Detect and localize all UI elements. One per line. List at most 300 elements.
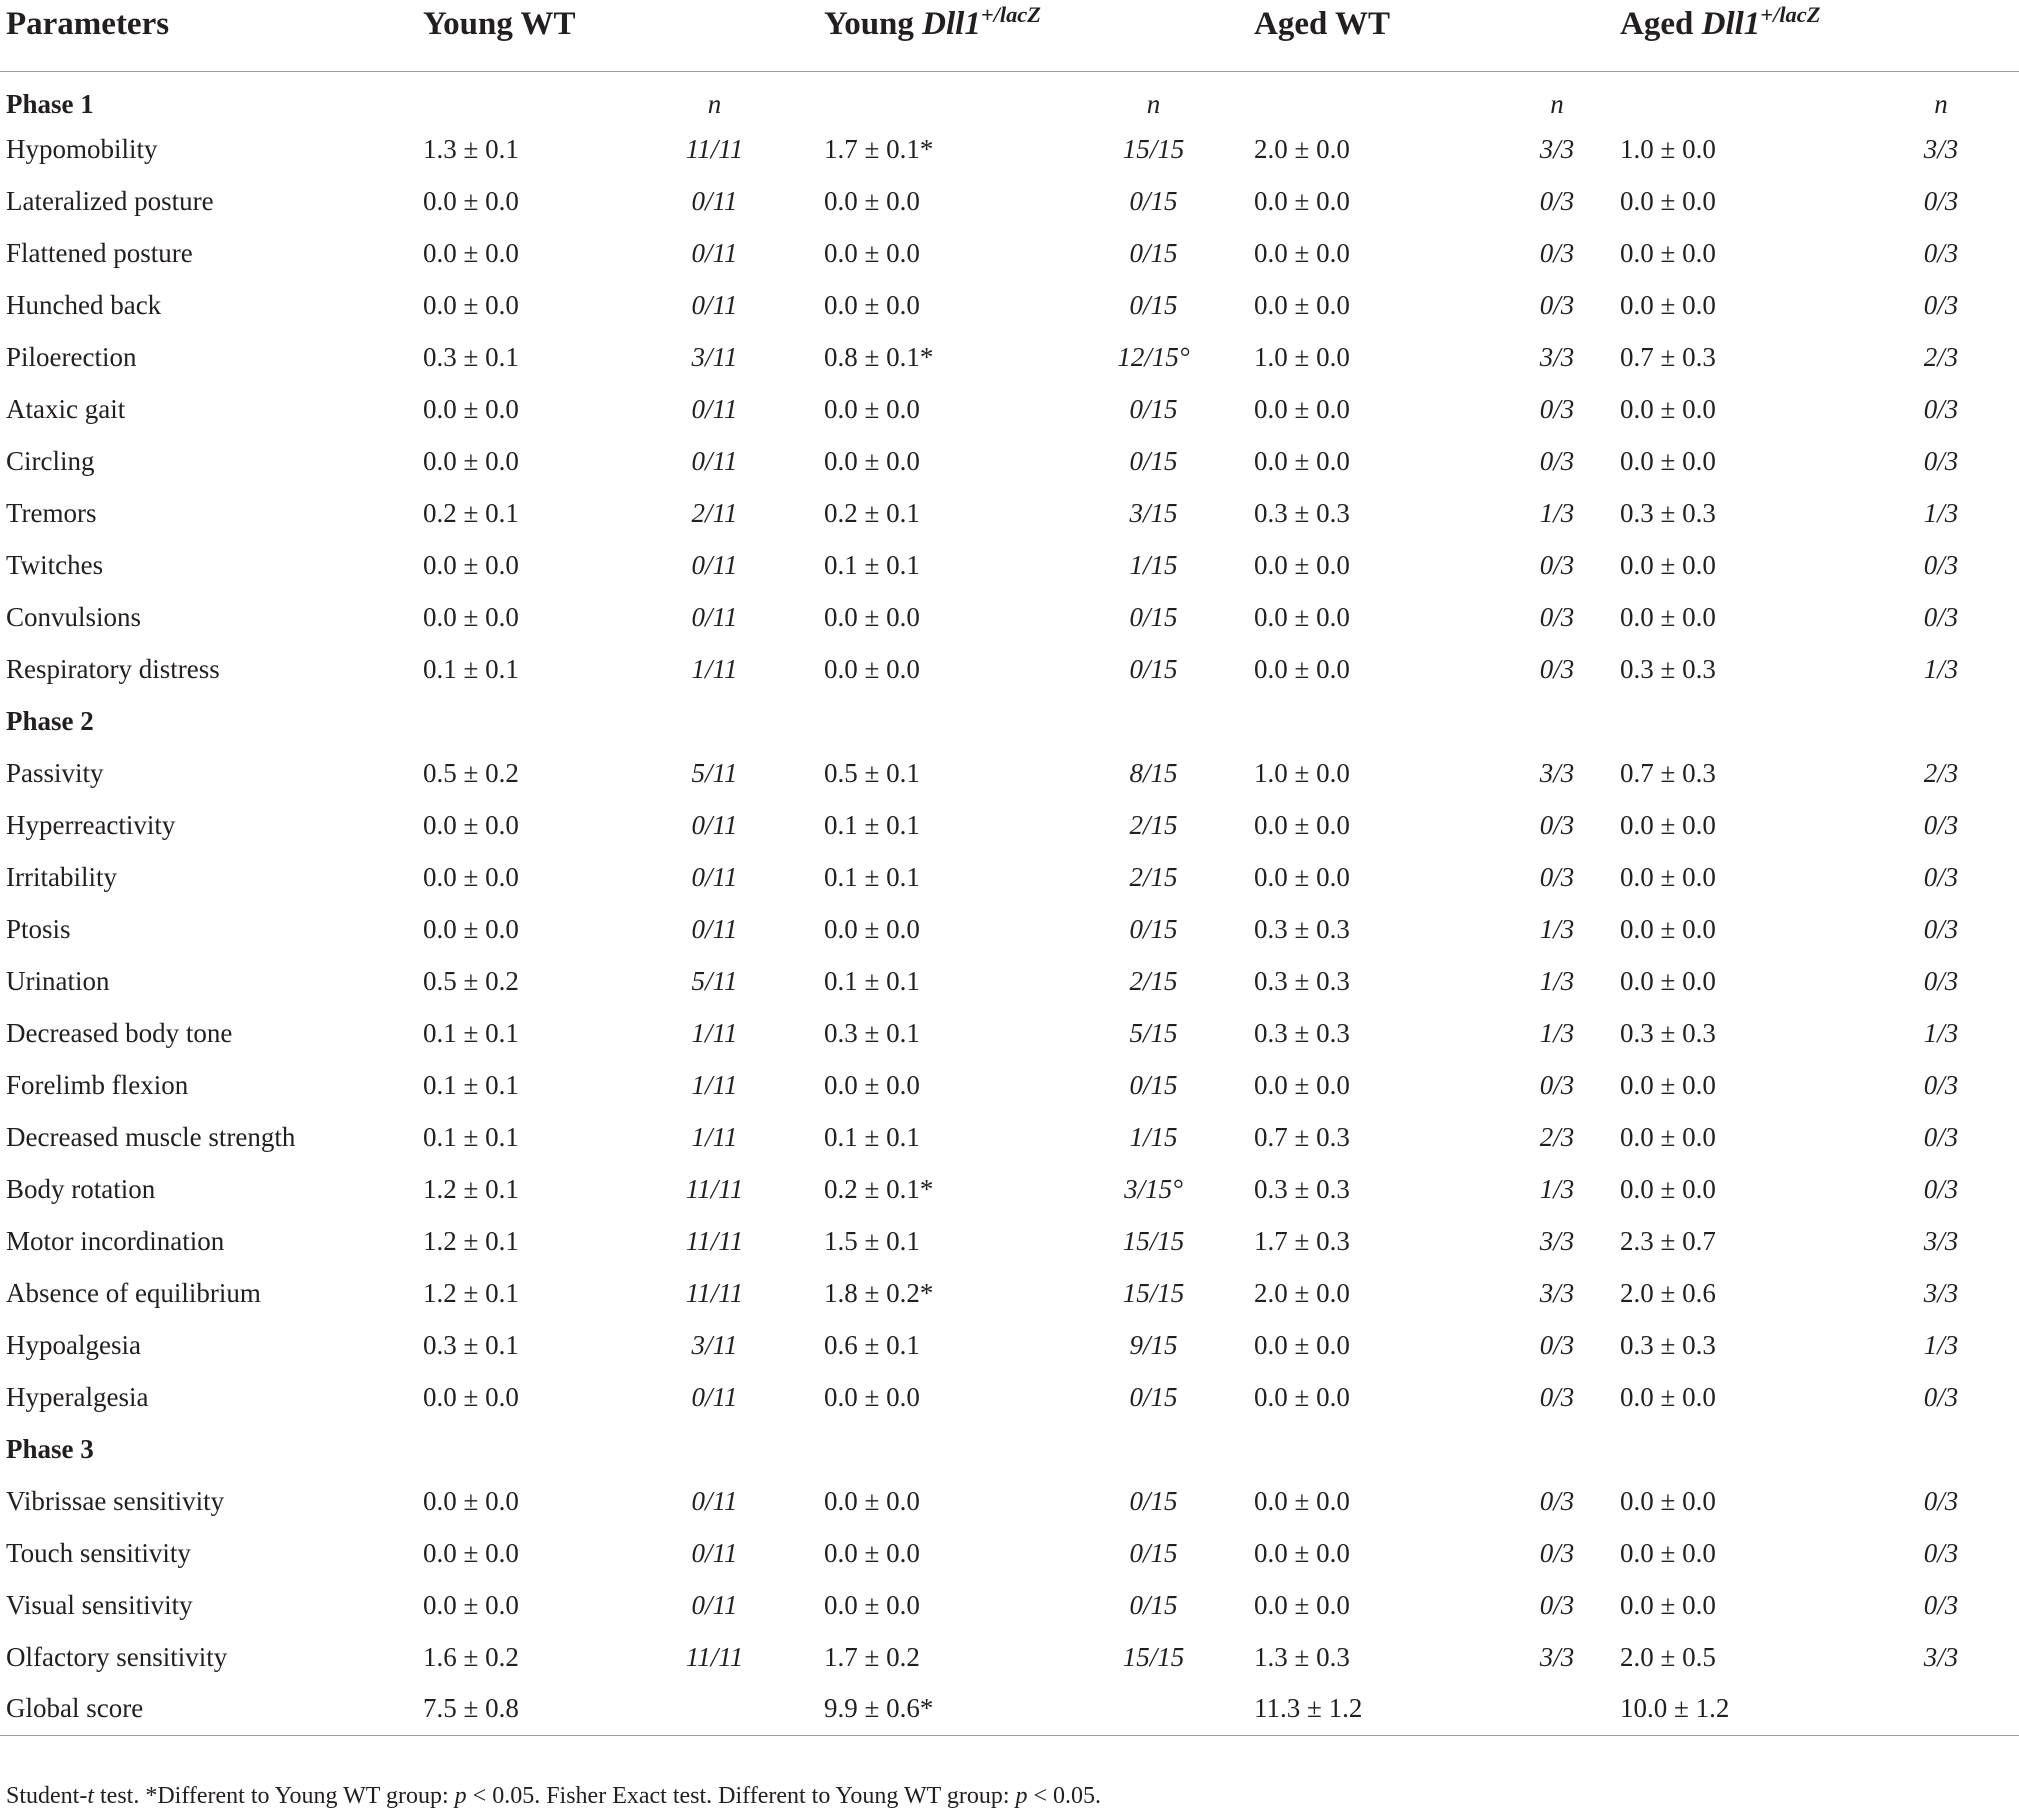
parameter-name: Ataxic gait xyxy=(6,393,126,424)
empty-cell xyxy=(420,1423,616,1475)
aged-mutant-value: 0.0 ± 0.0 xyxy=(1620,601,1716,632)
aged-wt-n: 0/3 xyxy=(1539,1537,1575,1568)
aged-wt-n: 0/3 xyxy=(1539,185,1575,216)
n-column-label: n xyxy=(1146,88,1161,119)
aged-mutant-value: 0.0 ± 0.0 xyxy=(1620,1381,1716,1412)
aged-wt-value: 1.3 ± 0.3 xyxy=(1254,1641,1350,1672)
young-wt-value: 0.0 ± 0.0 xyxy=(423,809,519,840)
aged-wt-value: 0.0 ± 0.0 xyxy=(1254,1485,1350,1516)
aged-mutant-n: 3/3 xyxy=(1923,1277,1959,1308)
aged-wt-value: 0.7 ± 0.3 xyxy=(1254,1121,1350,1152)
aged-wt-n: 3/3 xyxy=(1539,341,1575,372)
young-wt-value: 0.5 ± 0.2 xyxy=(423,965,519,996)
table-row xyxy=(0,1215,2019,1267)
header-aged-prefix: Aged xyxy=(1620,6,1702,42)
young-wt-value: 0.0 ± 0.0 xyxy=(423,1589,519,1620)
aged-wt-n: 0/3 xyxy=(1539,1069,1575,1100)
aged-wt-value: 2.0 ± 0.0 xyxy=(1254,133,1350,164)
young-wt-value: 0.0 ± 0.0 xyxy=(423,237,519,268)
aged-wt-value: 0.0 ± 0.0 xyxy=(1254,1589,1350,1620)
aged-wt-n: 0/3 xyxy=(1539,445,1575,476)
young-wt-value: 0.3 ± 0.1 xyxy=(423,341,519,372)
table-row xyxy=(0,331,2019,383)
aged-mutant-value: 0.3 ± 0.3 xyxy=(1620,653,1716,684)
genotype-superscript: +/lacZ xyxy=(1760,1,1821,27)
aged-wt-n: 0/3 xyxy=(1539,1329,1575,1360)
young-mutant-n: 0/15 xyxy=(1129,601,1178,632)
empty-cell xyxy=(1251,695,1497,747)
young-mutant-n: 1/15 xyxy=(1129,549,1178,580)
aged-wt-value: 0.0 ± 0.0 xyxy=(1254,185,1350,216)
young-mutant-value: 0.0 ± 0.0 xyxy=(824,1485,920,1516)
young-wt-n: 0/11 xyxy=(691,861,738,892)
parameter-name: Absence of equilibrium xyxy=(6,1277,261,1308)
empty-cell xyxy=(420,695,616,747)
parameter-name: Hyperalgesia xyxy=(6,1381,149,1412)
parameter-name: Visual sensitivity xyxy=(6,1589,193,1620)
table-row xyxy=(0,279,2019,331)
young-wt-value: 0.0 ± 0.0 xyxy=(423,289,519,320)
aged-wt-n: 0/3 xyxy=(1539,289,1575,320)
young-wt-n: 5/11 xyxy=(691,965,738,996)
young-wt-n: 3/11 xyxy=(691,341,738,372)
young-mutant-n: 15/15 xyxy=(1122,1225,1185,1256)
young-wt-n: 0/11 xyxy=(691,393,738,424)
young-wt-value: 1.2 ± 0.1 xyxy=(423,1225,519,1256)
n-column-label: n xyxy=(707,88,722,119)
parameter-name: Respiratory distress xyxy=(6,653,220,684)
table-row xyxy=(0,175,2019,227)
table-row xyxy=(0,123,2019,175)
phase-header-row xyxy=(0,695,2019,747)
aged-wt-value: 0.0 ± 0.0 xyxy=(1254,809,1350,840)
young-mutant-value: 0.0 ± 0.0 xyxy=(824,913,920,944)
table-row xyxy=(0,1059,2019,1111)
aged-mutant-value: 2.3 ± 0.7 xyxy=(1620,1225,1716,1256)
aged-wt-n: 0/3 xyxy=(1539,601,1575,632)
table-row xyxy=(0,851,2019,903)
parameter-name: Passivity xyxy=(6,757,104,788)
table-row xyxy=(0,1111,2019,1163)
aged-mutant-value: 0.3 ± 0.3 xyxy=(1620,1017,1716,1048)
young-mutant-value: 0.0 ± 0.0 xyxy=(824,289,920,320)
aged-wt-value: 0.3 ± 0.3 xyxy=(1254,965,1350,996)
aged-mutant-value: 0.0 ± 0.0 xyxy=(1620,1485,1716,1516)
young-wt-value: 0.0 ± 0.0 xyxy=(423,913,519,944)
aged-mutant-n: 0/3 xyxy=(1923,393,1959,424)
table-row xyxy=(0,1579,2019,1631)
gene-name: Dll1 xyxy=(922,6,981,42)
young-mutant-n: 0/15 xyxy=(1129,185,1178,216)
aged-mutant-n: 0/3 xyxy=(1923,1173,1959,1204)
young-wt-value: 0.1 ± 0.1 xyxy=(423,653,519,684)
aged-wt-value: 0.0 ± 0.0 xyxy=(1254,393,1350,424)
young-wt-n xyxy=(616,1683,813,1735)
young-wt-n: 0/11 xyxy=(691,1537,738,1568)
young-mutant-n: 0/15 xyxy=(1129,237,1178,268)
table-row xyxy=(0,383,2019,435)
aged-mutant-value: 0.0 ± 0.0 xyxy=(1620,809,1716,840)
table-row xyxy=(0,591,2019,643)
young-wt-value: 0.0 ± 0.0 xyxy=(423,185,519,216)
young-wt-value: 0.0 ± 0.0 xyxy=(423,549,519,580)
aged-wt-value: 1.0 ± 0.0 xyxy=(1254,757,1350,788)
footnote-text: < 0.05. xyxy=(1027,1783,1102,1809)
footnote-text: Student- xyxy=(6,1783,88,1809)
young-mutant-value: 0.0 ± 0.0 xyxy=(824,1589,920,1620)
table-row xyxy=(0,1475,2019,1527)
header-row xyxy=(0,0,2019,71)
aged-mutant-value: 0.7 ± 0.3 xyxy=(1620,757,1716,788)
empty-cell xyxy=(1863,1423,2019,1475)
young-wt-n: 1/11 xyxy=(691,1069,738,1100)
young-wt-n: 0/11 xyxy=(691,237,738,268)
empty-cell xyxy=(1617,1423,1863,1475)
aged-mutant-value: 2.0 ± 0.6 xyxy=(1620,1277,1716,1308)
young-mutant-value: 0.0 ± 0.0 xyxy=(824,445,920,476)
aged-wt-value: 0.0 ± 0.0 xyxy=(1254,445,1350,476)
young-wt-n: 0/11 xyxy=(691,1381,738,1412)
aged-mutant-n: 0/3 xyxy=(1923,601,1959,632)
n-column-label: n xyxy=(1934,88,1948,119)
table-row xyxy=(0,539,2019,591)
young-mutant-value: 0.0 ± 0.0 xyxy=(824,1537,920,1568)
young-mutant-n: 2/15 xyxy=(1129,861,1178,892)
aged-wt-n: 0/3 xyxy=(1539,237,1575,268)
young-wt-value: 0.1 ± 0.1 xyxy=(423,1017,519,1048)
young-wt-n: 1/11 xyxy=(691,653,738,684)
young-mutant-value: 0.0 ± 0.0 xyxy=(824,237,920,268)
aged-mutant-value: 0.0 ± 0.0 xyxy=(1620,1069,1716,1100)
aged-wt-value: 1.0 ± 0.0 xyxy=(1254,341,1350,372)
young-wt-value: 1.2 ± 0.1 xyxy=(423,1173,519,1204)
aged-mutant-n: 2/3 xyxy=(1923,757,1959,788)
aged-mutant-value: 0.0 ± 0.0 xyxy=(1620,1121,1716,1152)
young-mutant-value: 0.0 ± 0.0 xyxy=(824,653,920,684)
aged-mutant-n: 3/3 xyxy=(1923,133,1959,164)
young-wt-n: 0/11 xyxy=(691,809,738,840)
parameter-name: Global score xyxy=(0,1683,420,1735)
parameter-name: Olfactory sensitivity xyxy=(6,1641,228,1672)
young-wt-n: 11/11 xyxy=(685,1641,744,1672)
table-row xyxy=(0,1631,2019,1683)
aged-wt-n: 0/3 xyxy=(1539,861,1575,892)
aged-wt-n: 2/3 xyxy=(1539,1121,1575,1152)
n-column-label: n xyxy=(1550,88,1564,119)
aged-mutant-n: 0/3 xyxy=(1923,237,1959,268)
genotype-superscript: +/lacZ xyxy=(980,1,1041,27)
aged-wt-n: 1/3 xyxy=(1539,965,1575,996)
aged-mutant-value: 0.0 ± 0.0 xyxy=(1620,1173,1716,1204)
empty-cell xyxy=(1497,695,1617,747)
aged-wt-value: 0.0 ± 0.0 xyxy=(1254,1069,1350,1100)
young-wt-n: 0/11 xyxy=(691,549,738,580)
young-wt-n: 2/11 xyxy=(691,497,738,528)
young-mutant-value: 0.8 ± 0.1* xyxy=(824,341,934,372)
aged-mutant-value: 0.3 ± 0.3 xyxy=(1620,1329,1716,1360)
aged-mutant-value: 0.0 ± 0.0 xyxy=(1620,237,1716,268)
aged-wt-value: 0.3 ± 0.3 xyxy=(1254,913,1350,944)
young-wt-n: 0/11 xyxy=(691,1589,738,1620)
aged-wt-value: 11.3 ± 1.2 xyxy=(1251,1683,1497,1735)
empty-cell xyxy=(1617,695,1863,747)
young-wt-n: 11/11 xyxy=(685,133,744,164)
young-wt-n: 0/11 xyxy=(691,289,738,320)
aged-wt-value: 0.0 ± 0.0 xyxy=(1254,1537,1350,1568)
young-wt-n: 0/11 xyxy=(691,185,738,216)
header-young-wt: Young WT xyxy=(420,0,813,71)
young-wt-n: 1/11 xyxy=(691,1121,738,1152)
young-mutant-value: 0.1 ± 0.1 xyxy=(824,861,920,892)
table-row xyxy=(0,1267,2019,1319)
young-wt-n: 0/11 xyxy=(691,913,738,944)
aged-wt-n xyxy=(1497,1683,1617,1735)
young-wt-value: 1.2 ± 0.1 xyxy=(423,1277,519,1308)
table-row xyxy=(0,435,2019,487)
aged-mutant-n: 0/3 xyxy=(1923,1589,1959,1620)
aged-mutant-n: 0/3 xyxy=(1923,913,1959,944)
aged-wt-value: 0.0 ± 0.0 xyxy=(1254,601,1350,632)
young-wt-value: 0.1 ± 0.1 xyxy=(423,1069,519,1100)
empty-cell xyxy=(813,695,1056,747)
aged-wt-n: 1/3 xyxy=(1539,497,1575,528)
aged-wt-value: 0.0 ± 0.0 xyxy=(1254,861,1350,892)
young-wt-value: 1.6 ± 0.2 xyxy=(423,1641,519,1672)
young-mutant-n: 0/15 xyxy=(1129,913,1178,944)
aged-mutant-n: 1/3 xyxy=(1923,653,1959,684)
parameter-name: Hunched back xyxy=(6,289,162,320)
aged-mutant-n: 0/3 xyxy=(1923,185,1959,216)
young-wt-n: 0/11 xyxy=(691,601,738,632)
aged-wt-n: 1/3 xyxy=(1539,1017,1575,1048)
young-mutant-n: 2/15 xyxy=(1129,809,1178,840)
young-mutant-n: 8/15 xyxy=(1129,757,1178,788)
aged-mutant-n: 0/3 xyxy=(1923,1537,1959,1568)
aged-mutant-n: 0/3 xyxy=(1923,289,1959,320)
young-mutant-n: 15/15 xyxy=(1122,133,1185,164)
aged-mutant-n: 1/3 xyxy=(1923,1017,1959,1048)
footnote-t: t xyxy=(87,1783,94,1809)
table-row xyxy=(0,1371,2019,1423)
young-mutant-n: 0/15 xyxy=(1129,1485,1178,1516)
aged-mutant-value: 0.3 ± 0.3 xyxy=(1620,497,1716,528)
young-mutant-n: 15/15 xyxy=(1122,1641,1185,1672)
aged-wt-n: 0/3 xyxy=(1539,393,1575,424)
young-wt-value: 0.0 ± 0.0 xyxy=(423,861,519,892)
aged-mutant-value: 10.0 ± 1.2 xyxy=(1617,1683,1863,1735)
footnote-p: p xyxy=(1015,1783,1028,1809)
aged-wt-n: 3/3 xyxy=(1539,757,1575,788)
aged-wt-n: 3/3 xyxy=(1539,1641,1575,1672)
aged-mutant-value: 2.0 ± 0.5 xyxy=(1620,1641,1716,1672)
table-row xyxy=(0,1319,2019,1371)
aged-wt-value: 0.0 ± 0.0 xyxy=(1254,237,1350,268)
young-mutant-n: 0/15 xyxy=(1129,445,1178,476)
aged-mutant-value: 0.7 ± 0.3 xyxy=(1620,341,1716,372)
young-wt-n: 0/11 xyxy=(691,1485,738,1516)
young-wt-value: 0.3 ± 0.1 xyxy=(423,1329,519,1360)
aged-wt-value: 0.0 ± 0.0 xyxy=(1254,653,1350,684)
table-footnote xyxy=(6,1783,1101,1810)
empty-cell xyxy=(1056,695,1251,747)
phase-header-row xyxy=(0,71,2019,123)
young-mutant-n: 0/15 xyxy=(1129,1589,1178,1620)
aged-wt-n: 1/3 xyxy=(1539,1173,1575,1204)
young-mutant-n: 0/15 xyxy=(1129,289,1178,320)
table-row xyxy=(0,747,2019,799)
parameter-name: Body rotation xyxy=(6,1173,156,1204)
parameter-name: Touch sensitivity xyxy=(6,1537,191,1568)
aged-mutant-n: 1/3 xyxy=(1923,497,1959,528)
aged-mutant-value: 0.0 ± 0.0 xyxy=(1620,913,1716,944)
header-aged-mutant xyxy=(1617,0,2019,71)
footnote-text: test. *Different to Young WT group: xyxy=(94,1783,455,1809)
empty-cell xyxy=(1863,695,2019,747)
young-wt-n: 5/11 xyxy=(691,757,738,788)
young-mutant-value: 0.3 ± 0.1 xyxy=(824,1017,920,1048)
aged-mutant-n: 0/3 xyxy=(1923,1069,1959,1100)
phase-title: Phase 2 xyxy=(6,705,94,736)
aged-mutant-value: 0.0 ± 0.0 xyxy=(1620,289,1716,320)
aged-mutant-value: 0.0 ± 0.0 xyxy=(1620,393,1716,424)
aged-wt-n: 0/3 xyxy=(1539,1381,1575,1412)
parameter-name: Motor incordination xyxy=(6,1225,225,1256)
header-young-prefix: Young xyxy=(824,6,923,42)
table-body xyxy=(0,71,2019,1735)
aged-mutant-n: 0/3 xyxy=(1923,809,1959,840)
young-mutant-n: 3/15° xyxy=(1124,1173,1183,1204)
aged-mutant-n: 0/3 xyxy=(1923,1485,1959,1516)
young-wt-n: 11/11 xyxy=(685,1225,744,1256)
young-wt-n: 11/11 xyxy=(685,1173,744,1204)
young-mutant-value: 1.5 ± 0.1 xyxy=(824,1225,920,1256)
aged-wt-n: 3/3 xyxy=(1539,133,1575,164)
parameter-name: Convulsions xyxy=(6,601,142,632)
young-mutant-n: 5/15 xyxy=(1129,1017,1178,1048)
aged-mutant-value: 1.0 ± 0.0 xyxy=(1620,133,1716,164)
parameter-name: Twitches xyxy=(6,549,104,580)
young-mutant-n: 9/15 xyxy=(1129,1329,1178,1360)
aged-mutant-n: 1/3 xyxy=(1923,1329,1959,1360)
aged-wt-n: 0/3 xyxy=(1539,1485,1575,1516)
young-mutant-value: 0.0 ± 0.0 xyxy=(824,601,920,632)
parameter-name: Lateralized posture xyxy=(6,185,214,216)
aged-wt-value: 0.3 ± 0.3 xyxy=(1254,497,1350,528)
aged-wt-n: 0/3 xyxy=(1539,809,1575,840)
young-wt-value: 0.0 ± 0.0 xyxy=(423,393,519,424)
aged-mutant-n: 0/3 xyxy=(1923,549,1959,580)
aged-mutant-n: 0/3 xyxy=(1923,445,1959,476)
parameter-name: Hyperreactivity xyxy=(6,809,176,840)
aged-mutant-n: 3/3 xyxy=(1923,1225,1959,1256)
table-row xyxy=(0,799,2019,851)
parameter-name: Decreased body tone xyxy=(6,1017,233,1048)
aged-wt-n: 1/3 xyxy=(1539,913,1575,944)
aged-mutant-n: 0/3 xyxy=(1923,861,1959,892)
young-wt-value: 0.0 ± 0.0 xyxy=(423,1537,519,1568)
aged-wt-value: 1.7 ± 0.3 xyxy=(1254,1225,1350,1256)
empty-cell xyxy=(1056,1423,1251,1475)
young-mutant-value: 0.1 ± 0.1 xyxy=(824,809,920,840)
aged-mutant-value: 0.0 ± 0.0 xyxy=(1620,185,1716,216)
young-wt-value: 7.5 ± 0.8 xyxy=(420,1683,616,1735)
young-mutant-value: 1.7 ± 0.2 xyxy=(824,1641,920,1672)
aged-mutant-n: 0/3 xyxy=(1923,965,1959,996)
young-wt-n: 11/11 xyxy=(685,1277,744,1308)
table-row xyxy=(0,1683,2019,1735)
header-young-mutant xyxy=(813,0,1251,71)
young-mutant-n: 2/15 xyxy=(1129,965,1178,996)
table-row xyxy=(0,487,2019,539)
young-wt-value: 0.1 ± 0.1 xyxy=(423,1121,519,1152)
aged-wt-value: 0.3 ± 0.3 xyxy=(1254,1173,1350,1204)
aged-mutant-value: 0.0 ± 0.0 xyxy=(1620,861,1716,892)
aged-mutant-value: 0.0 ± 0.0 xyxy=(1620,445,1716,476)
empty-cell xyxy=(1497,1423,1617,1475)
young-mutant-n: 0/15 xyxy=(1129,1069,1178,1100)
aged-wt-n: 0/3 xyxy=(1539,653,1575,684)
young-mutant-value: 0.1 ± 0.1 xyxy=(824,1121,920,1152)
young-mutant-n: 15/15 xyxy=(1122,1277,1185,1308)
aged-mutant-n: 3/3 xyxy=(1923,1641,1959,1672)
young-mutant-n: 12/15° xyxy=(1117,341,1190,372)
empty-cell xyxy=(616,695,813,747)
young-mutant-value: 0.0 ± 0.0 xyxy=(824,1069,920,1100)
parameter-name: Ptosis xyxy=(6,913,71,944)
young-mutant-value: 1.7 ± 0.1* xyxy=(824,133,934,164)
young-wt-value: 0.0 ± 0.0 xyxy=(423,1485,519,1516)
phase-title: Phase 1 xyxy=(6,88,94,119)
aged-wt-value: 0.0 ± 0.0 xyxy=(1254,289,1350,320)
empty-cell xyxy=(420,71,616,123)
young-mutant-value: 0.2 ± 0.1 xyxy=(824,497,920,528)
young-mutant-n: 0/15 xyxy=(1129,1537,1178,1568)
young-mutant-value: 9.9 ± 0.6* xyxy=(813,1683,1056,1735)
table-row xyxy=(0,955,2019,1007)
parameter-name: Irritability xyxy=(6,861,117,892)
table-row xyxy=(0,643,2019,695)
parameter-name: Vibrissae sensitivity xyxy=(6,1485,225,1516)
young-wt-value: 0.0 ± 0.0 xyxy=(423,601,519,632)
footnote-text: < 0.05. Fisher Exact test. Different to Young WT group: xyxy=(466,1783,1016,1809)
table-row xyxy=(0,903,2019,955)
young-mutant-value: 0.5 ± 0.1 xyxy=(824,757,920,788)
young-wt-value: 0.0 ± 0.0 xyxy=(423,1381,519,1412)
parameter-name: Flattened posture xyxy=(6,237,193,268)
young-mutant-n: 0/15 xyxy=(1129,653,1178,684)
phase-header-row xyxy=(0,1423,2019,1475)
empty-cell xyxy=(1617,71,1863,123)
aged-wt-value: 0.0 ± 0.0 xyxy=(1254,1329,1350,1360)
aged-mutant-n: 2/3 xyxy=(1923,341,1959,372)
footnote-p: p xyxy=(454,1783,467,1809)
header-parameters: Parameters xyxy=(0,0,420,71)
young-wt-n: 1/11 xyxy=(691,1017,738,1048)
empty-cell xyxy=(813,71,1056,123)
aged-mutant-n: 0/3 xyxy=(1923,1381,1959,1412)
aged-mutant-value: 0.0 ± 0.0 xyxy=(1620,965,1716,996)
young-wt-n: 0/11 xyxy=(691,445,738,476)
young-mutant-n: 0/15 xyxy=(1129,393,1178,424)
young-mutant-value: 0.2 ± 0.1* xyxy=(824,1173,934,1204)
young-mutant-value: 0.1 ± 0.1 xyxy=(824,549,920,580)
aged-wt-n: 3/3 xyxy=(1539,1277,1575,1308)
table-row xyxy=(0,1007,2019,1059)
parameter-name: Decreased muscle strength xyxy=(6,1121,296,1152)
young-wt-value: 0.0 ± 0.0 xyxy=(423,445,519,476)
young-wt-value: 0.2 ± 0.1 xyxy=(423,497,519,528)
young-mutant-n: 1/15 xyxy=(1129,1121,1178,1152)
